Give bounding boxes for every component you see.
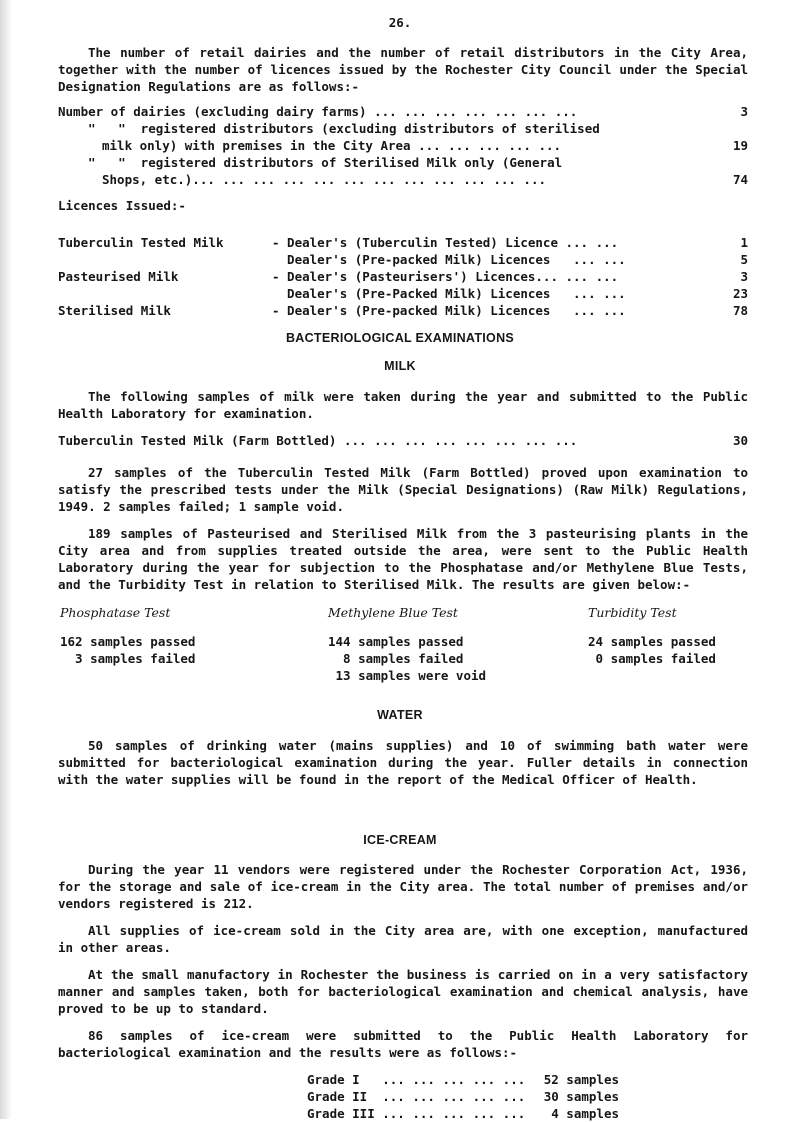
water-paragraph: 50 samples of drinking water (mains supplies) and 10 of swimming bath water were submitted for bacteriological examination during the year. Fuller details in connection with the water supplies will be found in the report of the Medical Officer of Health. [58, 738, 748, 787]
tuberculin-paragraph: 27 samples of the Tuberculin Tested Milk (Farm Bottled) proved upon examination to satisfy the prescribed tests under the Milk (Special Designations) (Raw Milk) Regulations, 1949. 2 samples failed; 1 sample void. [58, 465, 748, 514]
methylene-blue-column [328, 604, 486, 684]
ice-cream-heading: ICE-CREAM [363, 833, 437, 847]
grade-row: Grade III ... ... ... ... ... 4 samples [307, 1106, 619, 1121]
intro-paragraph: The number of retail dairies and the number of retail distributors in the City Area, together with the number of licences issued by the Rochester City Council under the Special Designation Regulations are as follows:- [58, 45, 748, 94]
tuberculin-tested-row: Tuberculin Tested Milk (Farm Bottled) ... ... ... ... ... ... ... ... 30 [58, 433, 748, 448]
ice-cream-paragraph-1: During the year 11 vendors were registered under the Rochester Corporation Act, 1936, for the storage and sale of ice-cream in the City area. The total number of premises and/or vendors registered is 212. [58, 862, 748, 911]
ice-cream-paragraph-4: 86 samples of ice-cream were submitted to the Public Health Laboratory for bacteriological examination and the results were as follows:- [58, 1028, 748, 1060]
column-title: Phosphatase Test [60, 605, 171, 620]
licences-heading: Licences Issued:- [58, 198, 186, 213]
count-row: milk only) with premises in the City Area ... ... ... ... ... 19 [102, 138, 748, 153]
licence-row: Dealer's (Pre-packed Milk) Licences ... ... 5 [272, 252, 748, 267]
licence-row: Pasteurised Milk - Dealer's (Pasteurisers') Licences... ... ... 3 [58, 269, 748, 284]
result-line: 24 samples passed [588, 634, 716, 649]
result-line: 0 samples failed [588, 651, 716, 666]
count-row: " " registered distributors (excluding distributors of sterilised [88, 121, 600, 136]
result-line: 3 samples failed [60, 651, 196, 666]
column-title: Methylene Blue Test [328, 605, 458, 620]
grades-list [307, 1071, 619, 1122]
result-line: 144 samples passed [328, 634, 464, 649]
result-line: 13 samples were void [328, 668, 487, 683]
grade-row: Grade I ... ... ... ... ... 52 samples [307, 1072, 619, 1087]
count-row: Shops, etc.)... ... ... ... ... ... ... ... ... ... ... ... 74 [102, 172, 748, 187]
licence-row: Tuberculin Tested Milk - Dealer's (Tuberculin Tested) Licence ... ... 1 [58, 235, 748, 250]
licence-row: Sterilised Milk - Dealer's (Pre-packed Milk) Licences ... ... 78 [58, 303, 748, 318]
page-number: 26. [388, 15, 412, 30]
count-row: Number of dairies (excluding dairy farms) ... ... ... ... ... ... ... 3 [58, 104, 748, 119]
licence-row: Dealer's (Pre-Packed Milk) Licences ... ... 23 [272, 286, 748, 301]
dairy-counts [58, 103, 748, 188]
scan-edge-shadow [0, 0, 12, 1119]
turbidity-column [588, 604, 716, 667]
milk-heading: MILK [384, 359, 416, 373]
count-row: " " registered distributors of Sterilised Milk only (General [88, 155, 563, 170]
phosphatase-column [60, 604, 195, 667]
ice-cream-paragraph-2: All supplies of ice-cream sold in the City area are, with one exception, manufactured in other areas. [58, 923, 748, 955]
pasteurised-paragraph: 189 samples of Pasteurised and Sterilised Milk from the 3 pasteurising plants in the City area and from supplies treated outside the area, were sent to the Public Health Laboratory during the year for subjection to the Phosphatase and/or Methylene Blue Tests, and the Turbidity Test in relation to Sterilised Milk. The results are given below:- [58, 526, 748, 592]
column-title: Turbidity Test [588, 605, 677, 620]
water-heading: WATER [377, 708, 423, 722]
milk-intro-paragraph: The following samples of milk were taken during the year and submitted to the Public Health Laboratory for examination. [58, 389, 748, 421]
result-line: 8 samples failed [328, 651, 464, 666]
bacteriological-heading: BACTERIOLOGICAL EXAMINATIONS [285, 331, 515, 345]
ice-cream-paragraph-3: At the small manufactory in Rochester the business is carried on in a very satisfactory manner and samples taken, both for bacteriological examination and chemical analysis, have proved to be up to standard. [58, 967, 748, 1016]
grade-row: Grade II ... ... ... ... ... 30 samples [307, 1089, 619, 1104]
result-line: 162 samples passed [60, 634, 196, 649]
licences-table [58, 234, 748, 319]
